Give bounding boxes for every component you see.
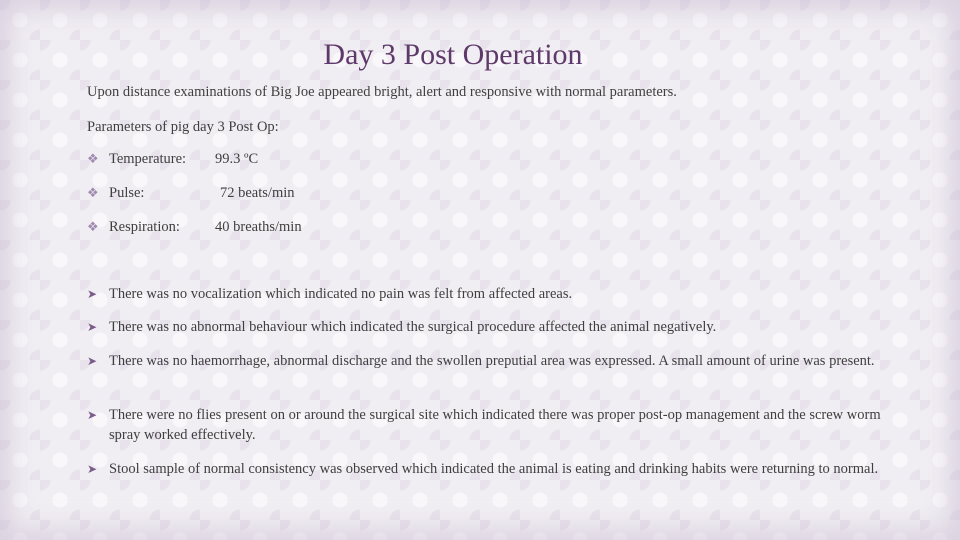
observation-item: [87, 317, 887, 337]
parameter-name: Pulse:: [109, 185, 145, 201]
arrow-bullet-icon: ➤: [87, 354, 98, 368]
arrow-bullet-icon: ➤: [87, 287, 98, 301]
parameter-value: 40 breaths/min: [215, 219, 302, 235]
diamond-bullet-icon: ❖: [87, 151, 99, 166]
parameter-name: Respiration:: [109, 219, 180, 235]
observation-item: [87, 405, 887, 445]
observation-text: There was no haemorrhage, abnormal discharge and the swollen preputial area was expressed. A small amount of urine was present.: [109, 353, 875, 369]
parameter-name: Temperature:: [109, 151, 187, 167]
intro-text: Upon distance examinations of Big Joe appeared bright, alert and responsive with normal parameters.: [87, 84, 677, 100]
parameter-value: 72 beats/min: [220, 185, 295, 201]
parameter-value: 99.3 ºC: [215, 151, 259, 167]
arrow-bullet-icon: ➤: [87, 320, 98, 334]
diamond-bullet-icon: ❖: [87, 185, 99, 200]
observation-text: Stool sample of normal consistency was observed which indicated the animal is eating and drinking habits were returning to normal.: [109, 461, 879, 477]
observation-item: [87, 459, 887, 479]
observation-item: [87, 284, 887, 304]
parameters-heading: Parameters of pig day 3 Post Op:: [87, 119, 279, 135]
diamond-bullet-icon: ❖: [87, 219, 99, 234]
observation-text: There were no flies present on or around the surgical site which indicated there was proper post-op management and the screw worm spray worked effectively.: [109, 407, 881, 443]
observation-text: There was no abnormal behaviour which indicated the surgical procedure affected the animal negatively.: [109, 319, 717, 335]
slide-title: Day 3 Post Operation: [323, 38, 583, 71]
observation-item: [87, 351, 887, 371]
observation-text: There was no vocalization which indicated no pain was felt from affected areas.: [109, 286, 573, 302]
arrow-bullet-icon: ➤: [87, 462, 98, 476]
arrow-bullet-icon: ➤: [87, 408, 98, 422]
